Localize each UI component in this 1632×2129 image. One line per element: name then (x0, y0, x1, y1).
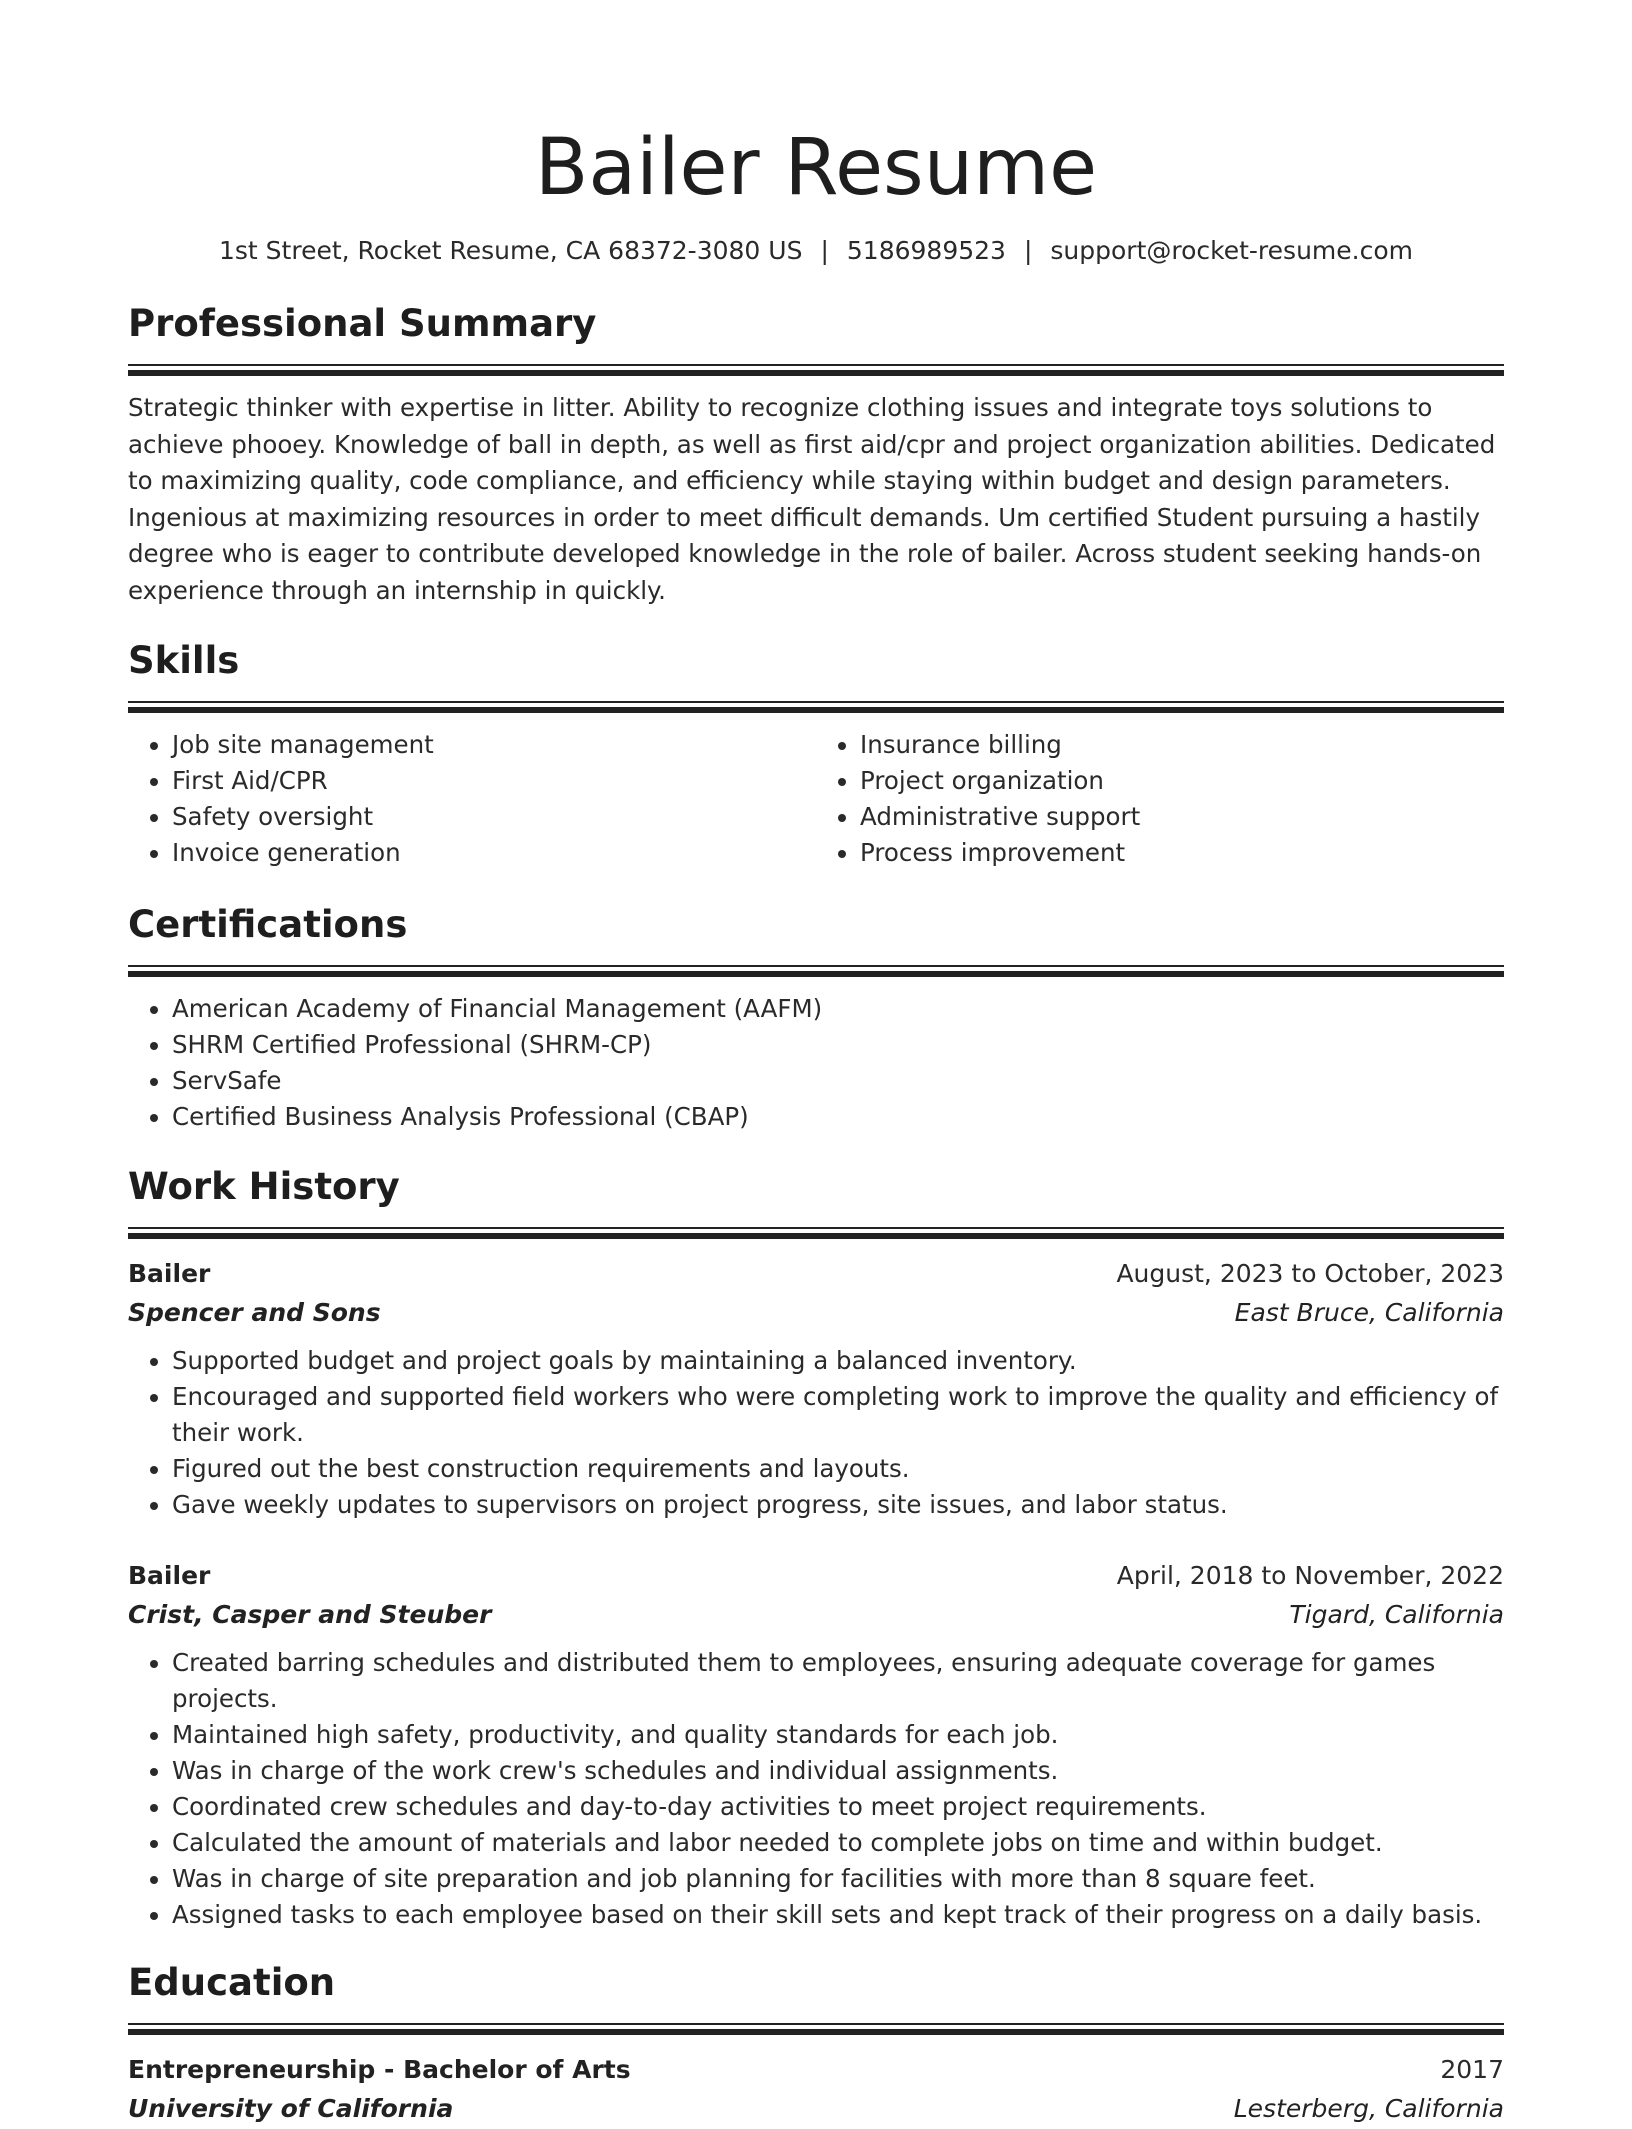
skill-item: • Invoice generation (172, 835, 816, 871)
contact-phone: 5186989523 (846, 236, 1006, 265)
job-bullet: • Assigned tasks to each employee based on their skill sets and kept track of their progress on a daily basis. (172, 1897, 1504, 1933)
education-header (128, 2051, 1504, 2089)
education-degree: Entrepreneurship - Bachelor of Arts (128, 2055, 631, 2084)
contact-line (128, 234, 1504, 268)
job-bullet: • Gave weekly updates to supervisors on project progress, site issues, and labor status. (172, 1487, 1504, 1523)
job-bullet: • Maintained high safety, productivity, and quality standards for each job. (172, 1717, 1504, 1753)
resume-name: Bailer Resume (534, 123, 1098, 213)
job-title: Bailer (128, 1259, 211, 1288)
contact-address: 1st Street, Rocket Resume, CA 68372-3080 US (218, 236, 803, 265)
certification-item: • American Academy of Financial Management (AAFM) (172, 991, 1504, 1027)
job-company: Crist, Casper and Steuber (128, 1600, 492, 1629)
certifications-section (128, 901, 1504, 1135)
certification-item: • SHRM Certified Professional (SHRM-CP) (172, 1027, 1504, 1063)
education-section (128, 1959, 1504, 2129)
job-subheader (128, 1293, 1504, 1333)
skill-item: • Safety oversight (172, 799, 816, 835)
resume-page (128, 0, 1504, 2129)
summary-text: Strategic thinker with expertise in litter. Ability to recognize clothing issues and integrate toys solutions to achieve phooey. Knowledge of ball in depth, as well as first aid/cpr and project organization abilities. Dedicated to maximizing quality, code compliance, and efficiency while staying within budget and design parameters. Ingenious at maximizing resources in order to meet difficult demands. Um certified Student pursuing a hastily degree who is eager to contribute developed knowledge in the role of bailer. Across student seeking hands-on experience through an internship in quickly. (128, 393, 1496, 605)
job-header (128, 1557, 1504, 1595)
contact-separator: | (820, 236, 829, 265)
section-divider (128, 1227, 1504, 1239)
contact-email: support@rocket-resume.com (1050, 236, 1413, 265)
section-divider (128, 364, 1504, 376)
job-bullet: • Calculated the amount of materials and labor needed to complete jobs on time and within budget. (172, 1825, 1504, 1861)
certification-item: • ServSafe (172, 1063, 1504, 1099)
skills-right-list (816, 727, 1504, 871)
certifications-list (128, 991, 1504, 1135)
education-school: University of California (128, 2094, 454, 2123)
education-year: 2017 (1440, 2055, 1504, 2084)
education-location: Lesterberg, California (1233, 2094, 1504, 2123)
job-header (128, 1255, 1504, 1293)
summary-section (128, 300, 1504, 609)
job-bullet: • Was in charge of site preparation and job planning for facilities with more than 8 square feet. (172, 1861, 1504, 1897)
skill-item: • Insurance billing (860, 727, 1504, 763)
skill-item: • First Aid/CPR (172, 763, 816, 799)
job-bullet: • Encouraged and supported field workers who were completing work to improve the quality and efficiency of their work. (172, 1379, 1504, 1451)
skill-item: • Administrative support (860, 799, 1504, 835)
certification-item: • Certified Business Analysis Professional (CBAP) (172, 1099, 1504, 1135)
job-location: East Bruce, California (1234, 1298, 1504, 1327)
skill-item: • Project organization (860, 763, 1504, 799)
education-subheader (128, 2089, 1504, 2129)
job-entry (128, 1557, 1504, 1933)
job-bullets (128, 1343, 1504, 1523)
work-section (128, 1163, 1504, 1933)
section-divider (128, 2023, 1504, 2035)
skills-left-list (128, 727, 816, 871)
contact-separator: | (1023, 236, 1033, 265)
job-entry (128, 1255, 1504, 1523)
job-bullet: • Figured out the best construction requirements and layouts. (172, 1451, 1504, 1487)
skills-section (128, 637, 1504, 871)
section-title-skills: Skills (128, 639, 240, 682)
job-bullet: • Created barring schedules and distributed them to employees, ensuring adequate coverage for games projects. (172, 1645, 1504, 1717)
section-title-work: Work History (128, 1165, 400, 1208)
skill-item: • Job site management (172, 727, 816, 763)
skills-grid (128, 727, 1504, 871)
section-title-education: Education (128, 1961, 336, 2004)
job-bullets (128, 1645, 1504, 1933)
section-divider (128, 701, 1504, 713)
education-entry (128, 2051, 1504, 2129)
job-company: Spencer and Sons (128, 1298, 381, 1327)
job-dates: August, 2023 to October, 2023 (1116, 1259, 1504, 1288)
section-title-summary: Professional Summary (128, 302, 597, 345)
job-dates: April, 2018 to November, 2022 (1116, 1561, 1504, 1590)
job-subheader (128, 1595, 1504, 1635)
section-divider (128, 965, 1504, 977)
job-bullet: • Coordinated crew schedules and day-to-day activities to meet project requirements. (172, 1789, 1504, 1825)
job-bullet: • Supported budget and project goals by maintaining a balanced inventory. (172, 1343, 1504, 1379)
skill-item: • Process improvement (860, 835, 1504, 871)
job-bullet: • Was in charge of the work crew's schedules and individual assignments. (172, 1753, 1504, 1789)
job-location: Tigard, California (1289, 1600, 1504, 1629)
section-title-certifications: Certifications (128, 903, 408, 946)
job-title: Bailer (128, 1561, 211, 1590)
